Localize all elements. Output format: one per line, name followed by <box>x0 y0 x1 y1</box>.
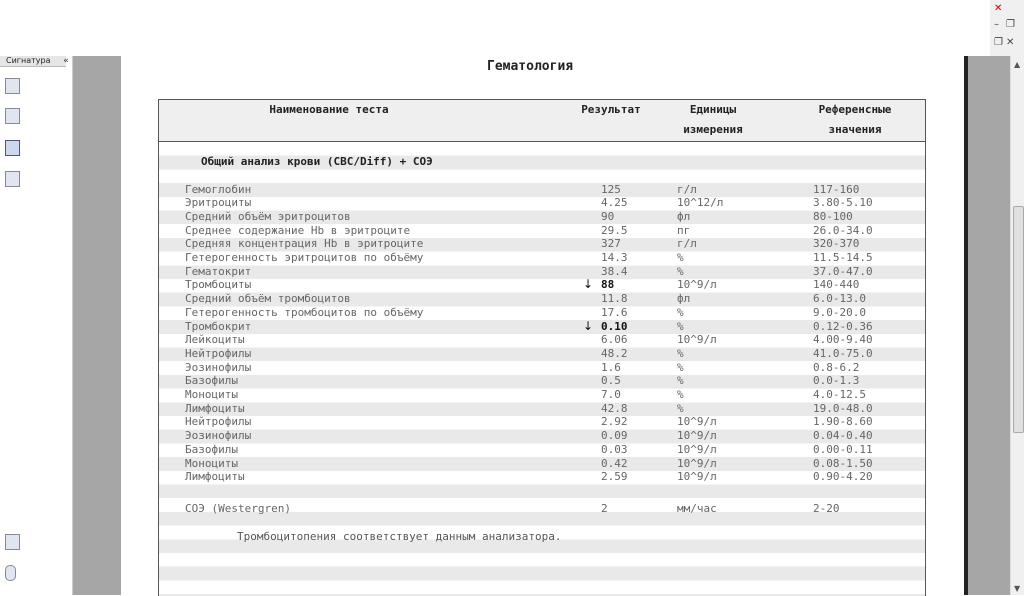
test-unit: 10^9/л <box>677 456 717 470</box>
scroll-down-icon[interactable]: ▼ <box>1014 584 1021 593</box>
test-name: Моноциты <box>185 388 238 401</box>
esr-unit: мм/час <box>677 502 717 515</box>
table-row <box>159 374 925 388</box>
scrollbar-thumb[interactable] <box>1013 206 1024 433</box>
navigation-sidebar <box>0 56 73 595</box>
header-result: Результат <box>581 103 641 116</box>
test-result: 0.09 <box>601 429 628 443</box>
test-name: Средний объём тромбоцитов <box>185 292 351 306</box>
test-name: Гемоглобин <box>185 182 252 196</box>
test-result: 90 <box>601 209 615 223</box>
test-name: Гетерогенность тромбоцитов по объёму <box>185 305 424 319</box>
document-title: Гематология <box>487 59 574 74</box>
test-name: Средняя концентрация Hb в эритроците <box>185 237 424 251</box>
viewer-background-right <box>968 56 1010 595</box>
test-name: Нейтрофилы <box>185 346 252 360</box>
test-name: Гематокрит <box>185 264 252 278</box>
reference-range: 3.80-5.10 <box>813 196 873 210</box>
table-row <box>159 183 925 197</box>
test-name: Базофилы <box>185 374 238 388</box>
document-close-icon[interactable]: ✕ <box>1006 37 1015 48</box>
esr-name: СОЭ (Westergren) <box>185 502 291 515</box>
comment-note: Тромбоцитопения соответствует данным анализатора. <box>237 530 562 543</box>
signatures-icon[interactable] <box>5 140 20 156</box>
scroll-up-icon[interactable]: ▲ <box>1014 60 1021 69</box>
minimize-icon[interactable]: – <box>994 19 999 30</box>
reference-range: 0.12-0.36 <box>813 319 873 333</box>
table-row <box>159 361 925 375</box>
reference-range: 19.0-48.0 <box>813 401 873 415</box>
test-result: 2.59 <box>601 470 628 484</box>
reference-range: 9.0-20.0 <box>813 305 866 319</box>
table-row <box>159 196 925 210</box>
test-name: Среднее содержание Hb в эритроците <box>185 223 411 237</box>
attachments-icon[interactable] <box>5 565 16 581</box>
test-result: 2.92 <box>601 415 628 429</box>
table-row <box>159 278 925 292</box>
table-header <box>159 100 925 142</box>
table-row <box>159 457 925 471</box>
reference-range: 26.0-34.0 <box>813 223 873 237</box>
test-unit: 10^9/л <box>677 415 717 429</box>
reference-range: 0.00-0.11 <box>813 442 873 456</box>
test-unit: г/л <box>677 237 697 251</box>
test-result: 11.8 <box>601 292 628 306</box>
document-restore-icon[interactable]: ❐ <box>994 37 1003 48</box>
test-result: 88 <box>601 278 615 292</box>
table-row <box>159 347 925 361</box>
test-result: 7.0 <box>601 388 621 401</box>
test-result: 0.03 <box>601 442 628 456</box>
test-result: 4.25 <box>601 196 628 210</box>
restore-icon[interactable]: ❐ <box>1006 19 1015 30</box>
low-flag-icon: ↓ <box>583 277 594 292</box>
test-result: 0.5 <box>601 374 621 388</box>
table-row <box>159 429 925 443</box>
reference-range: 37.0-47.0 <box>813 264 873 278</box>
test-name: Гетерогенность эритроцитов по объёму <box>185 251 424 264</box>
test-unit: г/л <box>677 182 697 196</box>
table-row <box>159 320 925 334</box>
table-row <box>159 237 925 251</box>
test-result: 1.6 <box>601 360 621 374</box>
table-row <box>159 210 925 224</box>
reference-range: 4.00-9.40 <box>813 333 873 347</box>
test-result: 14.3 <box>601 251 628 264</box>
test-result: 48.2 <box>601 346 628 360</box>
test-name: Моноциты <box>185 456 238 470</box>
reference-range: 0.90-4.20 <box>813 470 873 484</box>
collapse-panel-icon[interactable]: « <box>63 56 69 66</box>
signature-tab[interactable]: Сигнатура <box>0 56 66 67</box>
test-result: 0.42 <box>601 456 628 470</box>
test-result: 0.10 <box>601 319 628 333</box>
results-table <box>158 99 926 596</box>
test-result: 42.8 <box>601 401 628 415</box>
reference-range: 1.90-8.60 <box>813 415 873 429</box>
test-unit: пг <box>677 223 691 237</box>
test-unit: 10^9/л <box>677 278 717 292</box>
table-row <box>159 265 925 279</box>
test-name: Средний объём эритроцитов <box>185 209 351 223</box>
reference-range: 0.0-1.3 <box>813 374 860 388</box>
test-name: Тромбокрит <box>185 319 252 333</box>
test-unit: % <box>677 360 684 374</box>
comments-icon[interactable] <box>5 534 20 550</box>
reference-range: 0.08-1.50 <box>813 456 873 470</box>
esr-row <box>159 502 925 516</box>
reference-range: 4.0-12.5 <box>813 388 866 401</box>
reference-range: 80-100 <box>813 209 853 223</box>
test-name: Нейтрофилы <box>185 415 252 429</box>
test-result: 38.4 <box>601 264 628 278</box>
low-flag-icon: ↓ <box>583 318 594 333</box>
reference-range: 140-440 <box>813 278 860 292</box>
top-blank-area <box>0 0 990 56</box>
header-units-line1: Единицы <box>689 103 737 116</box>
test-unit: % <box>677 346 684 360</box>
esr-result: 2 <box>601 502 608 515</box>
reference-range: 0.04-0.40 <box>813 429 873 443</box>
test-unit: % <box>677 264 684 278</box>
test-result: 327 <box>601 237 621 251</box>
test-unit: % <box>677 374 684 388</box>
header-units-line2: измерения <box>683 123 743 136</box>
test-result: 125 <box>601 182 621 196</box>
test-name: Лимфоциты <box>185 470 245 484</box>
table-row <box>159 292 925 306</box>
close-icon[interactable]: ✕ <box>994 3 1003 14</box>
section-title: Общий анализ крови (CBC/Diff) + СОЭ <box>201 155 433 168</box>
test-name: Лимфоциты <box>185 401 245 415</box>
test-unit: % <box>677 388 684 401</box>
test-unit: 10^9/л <box>677 470 717 484</box>
vertical-scrollbar[interactable] <box>1010 56 1024 595</box>
header-ref-line2: значения <box>828 123 882 136</box>
table-row <box>159 224 925 238</box>
test-unit: 10^9/л <box>677 429 717 443</box>
layers-icon[interactable] <box>5 171 20 187</box>
test-name: Эозинофилы <box>185 429 252 443</box>
table-row <box>159 470 925 484</box>
table-row <box>159 251 925 265</box>
reference-range: 41.0-75.0 <box>813 346 873 360</box>
test-unit: % <box>677 305 684 319</box>
bookmarks-icon[interactable] <box>5 108 20 124</box>
test-unit: фл <box>677 209 691 223</box>
test-unit: % <box>677 319 684 333</box>
header-ref-line1: Референсные <box>818 103 892 116</box>
table-row <box>159 443 925 457</box>
table-row <box>159 415 925 429</box>
header-test-name: Наименование теста <box>269 103 389 116</box>
esr-ref: 2-20 <box>813 502 840 515</box>
reference-range: 117-160 <box>813 182 860 196</box>
test-unit: 10^9/л <box>677 333 717 347</box>
table-row <box>159 306 925 320</box>
test-result: 6.06 <box>601 333 628 347</box>
table-row <box>159 388 925 402</box>
test-name: Базофилы <box>185 442 238 456</box>
test-name: Тромбоциты <box>185 278 252 292</box>
test-unit: 10^9/л <box>677 442 717 456</box>
test-name: Эритроциты <box>185 196 252 210</box>
reference-range: 6.0-13.0 <box>813 292 866 306</box>
test-unit: % <box>677 401 684 415</box>
viewer-background-left <box>73 56 121 595</box>
window-controls <box>990 0 1024 60</box>
pages-icon[interactable] <box>5 78 20 94</box>
table-row <box>159 402 925 416</box>
reference-range: 11.5-14.5 <box>813 251 873 264</box>
reference-range: 320-370 <box>813 237 860 251</box>
reference-range: 0.8-6.2 <box>813 360 860 374</box>
test-name: Эозинофилы <box>185 360 252 374</box>
test-name: Лейкоциты <box>185 333 245 347</box>
test-unit: фл <box>677 292 691 306</box>
test-result: 29.5 <box>601 223 628 237</box>
test-unit: 10^12/л <box>677 196 724 210</box>
table-row <box>159 333 925 347</box>
test-unit: % <box>677 251 684 264</box>
test-result: 17.6 <box>601 305 628 319</box>
